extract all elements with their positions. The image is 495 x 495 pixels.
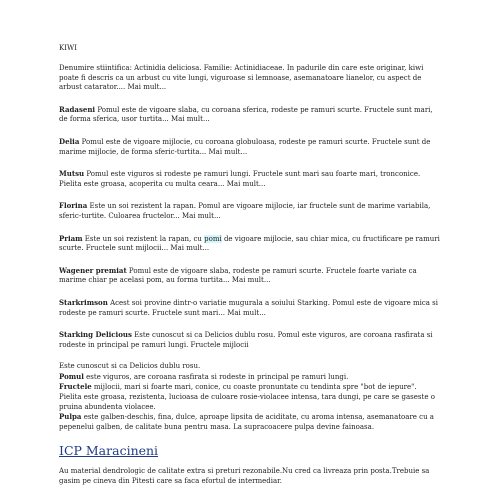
- variety-text: Pomul este de vigoare slaba, cu coroana sferica, rodeste pe ramuri scurte. Fructele sunt mari, de forma sferica, usor turtita... Mai mult...: [59, 105, 433, 124]
- variety-text: Acest soi provine dintr-o variatie mugurala a soiului Starking. Pomul este de vigoare mica si rodeste pe ramuri scurte. Fructele sunt mari... Mai mult...: [59, 298, 439, 317]
- section-paragraph: Au material dendrologic de calitate extra si preturi rezonabile.Nu cred ca livreaza prin posta.Trebuie sa gasim pe cineva din Pitesti care sa faca efortul de intermediar.: [59, 467, 430, 486]
- variety-name: Wagener premiat: [59, 265, 127, 275]
- variety-starking: [59, 330, 441, 350]
- detail-fructele: [59, 382, 441, 412]
- detail-line: Este cunoscut si ca Delicios dublu rosu.: [59, 362, 201, 371]
- intro-paragraph: Denumire stiintifica: Actinidia deliciosa. Familie: Actinidiaceae. In padurile din care este originar, kiwi poate fi descris ca un arbust cu vite lungi, viguroase si lemnoase, asemanatoare lianelor, cu aspect de arbust catarator.... Mai mult...: [59, 64, 424, 92]
- detail-label: Pulpa: [59, 412, 82, 422]
- variety-delia: [59, 137, 441, 157]
- variety-name: Priam: [59, 233, 83, 243]
- variety-name: Radaseni: [59, 104, 96, 114]
- variety-name: Florina: [59, 201, 88, 211]
- variety-text: Pomul este de vigoare mijlocie, cu coroana globuloasa, rodeste pe ramuri scurte. Fructele sunt de marime mijlocie, de forma sferic-turtita... Mai mult...: [59, 137, 431, 156]
- doc-title: KIWI: [59, 44, 77, 52]
- variety-text-before: Este un soi rezistent la rapan, cu: [84, 234, 202, 243]
- variety-text: Este cunoscut si ca Delicios dublu rosu. Pomul este viguros, are coroana rasfirata si rodeste in principal pe ramuri lungi. Fructele mijlocii: [59, 331, 433, 349]
- detail-text: este viguros, are coroana rasfirata si rodeste in principal pe ramuri lungi.: [86, 372, 349, 381]
- variety-wagener: [59, 266, 441, 286]
- detail-label: Pomul: [59, 371, 84, 381]
- detail-pulpa: [59, 412, 441, 432]
- variety-text-after: de vigoare mijlocie, sau chiar mica, cu fructificare pe ramuri scurte. Fructele sunt mijlocii... Mai mult...: [59, 234, 440, 253]
- variety-mutsu: [59, 169, 441, 189]
- variety-text: Este un soi rezistent la rapan. Pomul are vigoare mijlocie, iar fructele sunt de marime variabila, sferic-turtite. Culoarea fructelor... Mai mult...: [59, 202, 431, 220]
- search-highlight: pomi: [204, 234, 222, 243]
- variety-priam: [59, 234, 441, 254]
- detail-label: Fructele: [59, 382, 92, 392]
- variety-name: Starking Delicious: [59, 330, 132, 340]
- variety-radaseni: [59, 105, 441, 125]
- variety-text: Pomul este de vigoare slaba, rodeste pe ramuri scurte. Fructele foarte variate ca marime chiar pe acelasi pom, au forma turtita... Mai mult...: [59, 266, 417, 285]
- variety-name: Starkrimson: [59, 297, 108, 307]
- variety-name: Delia: [59, 136, 80, 146]
- detail-text: mijlocii, mari si foarte mari, conice, cu coaste pronuntate cu tendinta spre "bot de iepure". Pielita este groasa, rezistenta, lucioasa de culoare rosie-violacee intensa, tara dungi, pe care se gaseste o pruina abundenta violacee.: [59, 383, 435, 411]
- variety-name: Mutsu: [59, 169, 85, 179]
- variety-florina: [59, 201, 441, 221]
- detail-text: este galben-deschis, fina, dulce, aproape lipsita de aciditate, cu aroma intensa, asemanatoare cu a pepenelui galben, de calitate buna pentru masa. La supracoacere pulpa devine fainoasa.: [59, 413, 434, 431]
- variety-text: Pomul este viguros si rodeste pe ramuri lungi. Fructele sunt mari sau foarte mari, tronconice. Pielita este groasa, acoperita cu multa ceara... Mai mult...: [59, 170, 421, 188]
- variety-starkrimson: [59, 298, 441, 318]
- detail-pomul: [59, 372, 441, 383]
- starking-detail: [59, 362, 441, 432]
- section-heading: ICP Maracineni: [59, 443, 159, 459]
